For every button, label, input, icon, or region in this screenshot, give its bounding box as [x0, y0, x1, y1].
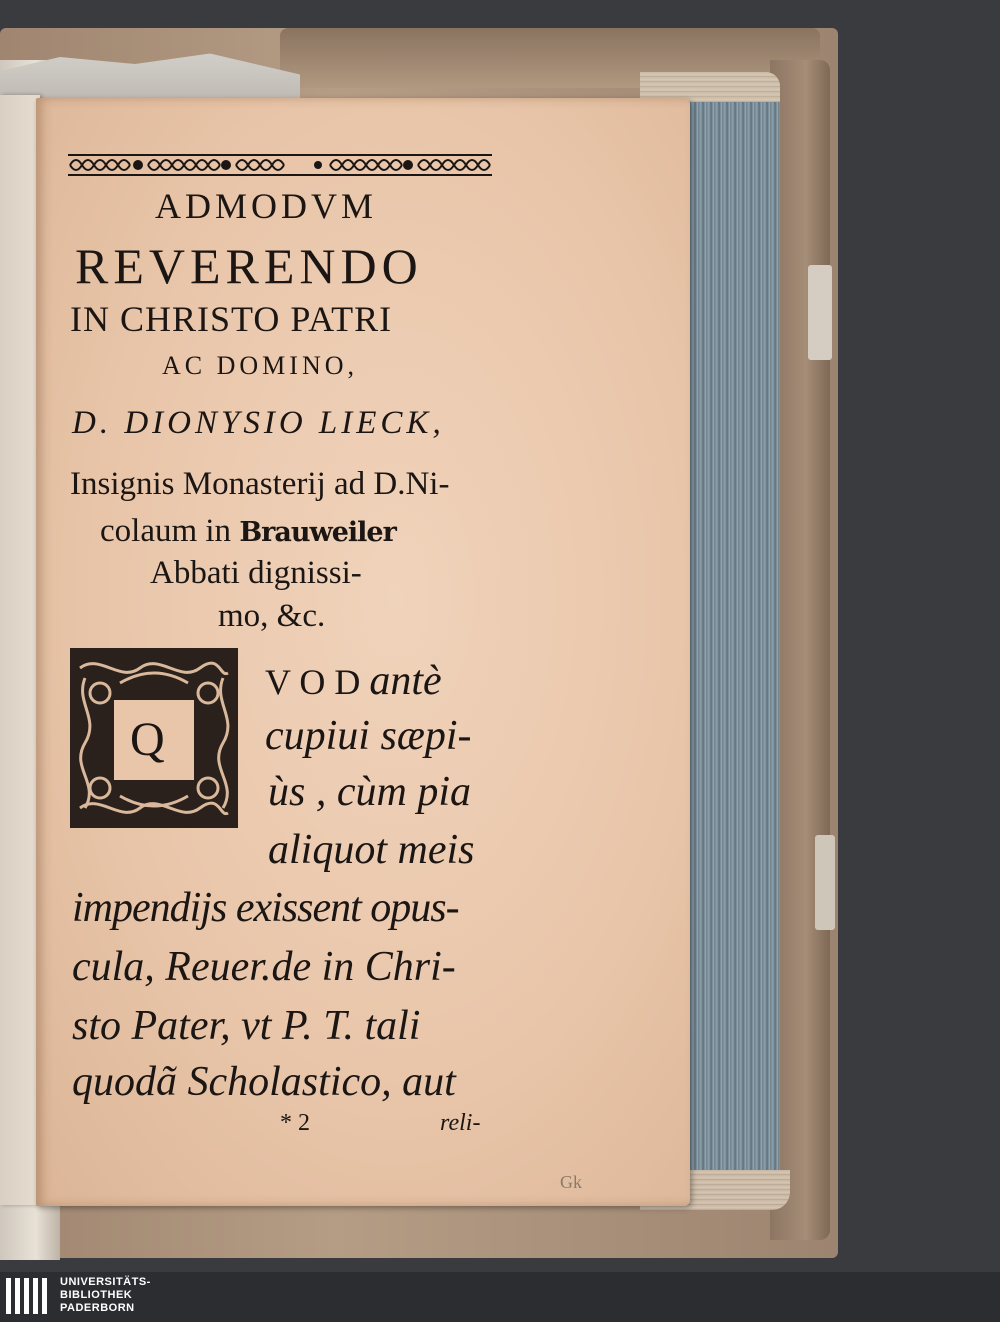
clasp-remnant-bottom [815, 835, 835, 930]
clasp-remnant-top [808, 265, 832, 360]
body-line-7: sto Pater, vt P. T. tali [72, 1003, 421, 1049]
library-logo-text [60, 1276, 151, 1315]
facing-page [0, 95, 40, 1205]
line-7-text: colaum in [100, 513, 240, 549]
dedication-heading-3: IN CHRISTO PATRI [70, 299, 393, 339]
dedicatee-name: D. DIONYSIO LIECK, [72, 405, 445, 441]
body-line-1 [265, 657, 442, 705]
dedication-line-9: mo, &c. [218, 598, 326, 634]
body-line-1-italic: antè [369, 658, 442, 704]
dedication-heading-4: AC DOMINO, [162, 351, 358, 380]
body-line-5: impendijs exissent opus- [72, 885, 459, 931]
library-logo-icon [6, 1278, 52, 1314]
body-line-3: ùs , cùm pia [268, 769, 471, 815]
signature-mark: * 2 [280, 1110, 310, 1136]
dedication-heading-1: ADMODVM [155, 186, 378, 226]
body-line-4: aliquot meis [268, 827, 475, 873]
logo-line-3: PADERBORN [60, 1302, 135, 1314]
place-name-blackletter: Brauweiler [239, 517, 396, 548]
body-line-1-caps: V O D [265, 662, 370, 702]
dedication-heading-2: REVERENDO [75, 238, 423, 294]
catchword: reli- [440, 1110, 481, 1136]
dedication-line-6: Insignis Monasterij ad D.Ni- [70, 466, 450, 502]
body-line-8: quodã Scholastico, aut [72, 1059, 456, 1105]
pencil-annotation: Gk [560, 1172, 582, 1192]
dedication-line-8: Abbati dignissi- [150, 555, 362, 591]
logo-line-1: UNIVERSITÄTS- [60, 1276, 151, 1288]
logo-line-2: BIBLIOTHEK [60, 1289, 133, 1301]
dedication-line-7 [100, 513, 396, 550]
body-line-2: cupiui sæpi- [265, 713, 472, 759]
initial-letter: Q [130, 713, 165, 766]
headpiece-ornament [68, 152, 492, 178]
page-edges-fore [690, 80, 780, 1200]
body-line-6: cula, Reuer.de in Chri- [72, 944, 456, 990]
